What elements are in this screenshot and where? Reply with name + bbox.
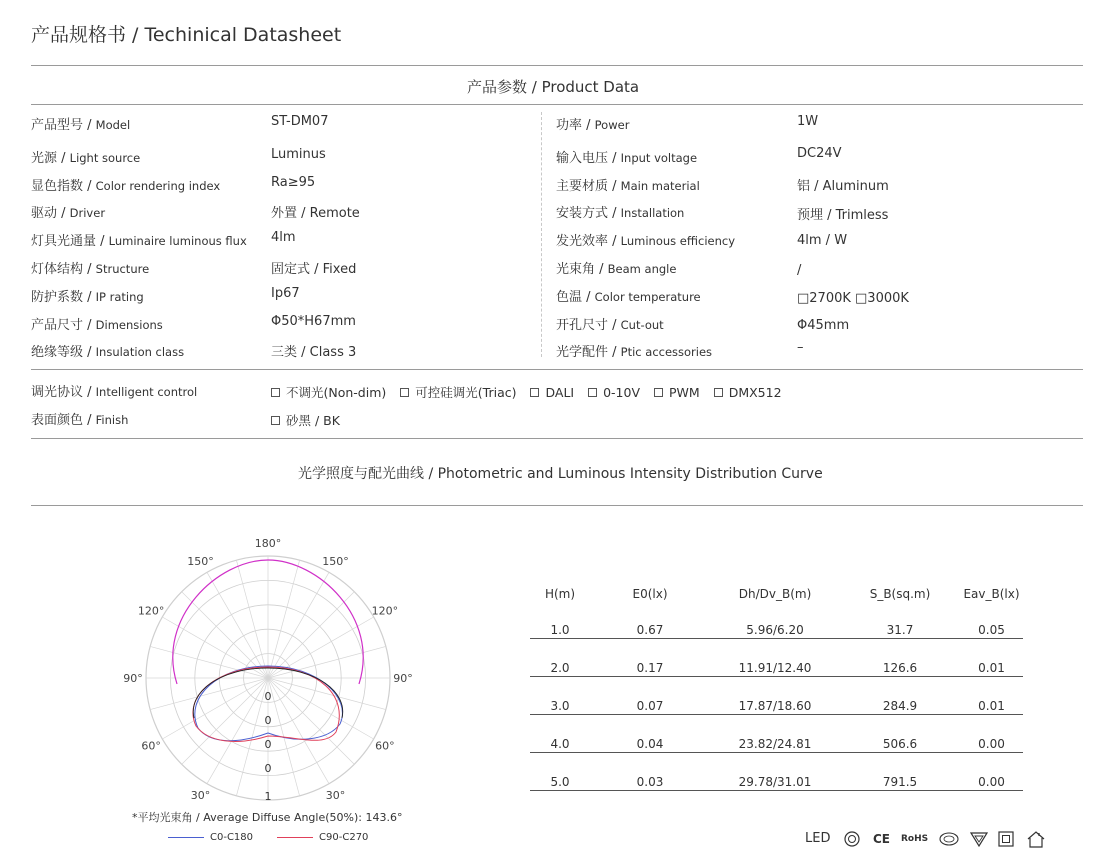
table-cell: 284.9 (840, 695, 960, 715)
divider (31, 438, 1083, 439)
polar-grid-spoke (268, 646, 386, 678)
spec-left-label (31, 286, 144, 305)
divider (31, 65, 1083, 66)
polar-angle-label: 60° (375, 739, 395, 753)
table-row (530, 657, 1023, 677)
option-label: 可控硅调光(Triac) (415, 385, 517, 400)
polar-angle-label: 90° (123, 672, 143, 685)
option-checkbox[interactable] (714, 385, 782, 400)
spec-right-label (556, 114, 629, 133)
option-checkbox[interactable] (588, 385, 640, 400)
divider (31, 369, 1083, 370)
table-header-cell: E0(lx) (632, 587, 668, 601)
spec-right-label-en: Color temperature (594, 290, 701, 304)
triangle-mark-svg (969, 830, 989, 848)
illuminance-table (530, 583, 1023, 791)
table-row (530, 695, 1023, 715)
led-mark-icon: LED (805, 831, 831, 846)
spec-right-value: 预埋 / Trimless (797, 208, 889, 223)
spec-left-value: 外置 / Remote (271, 206, 360, 221)
option-label: DMX512 (728, 385, 782, 400)
polar-grid-spoke (182, 678, 268, 764)
spec-left-label-en: Luminaire luminous flux (108, 234, 247, 248)
rohs-mark-icon: RoHS (901, 834, 929, 844)
polar-grid-spoke (207, 572, 268, 678)
legend-swatch (277, 837, 313, 838)
spec-right-label (556, 230, 735, 249)
table-spacer-cell (530, 753, 1023, 772)
spec-right-label-en: Luminous efficiency (620, 234, 736, 248)
table-cell: 0.67 (590, 619, 710, 639)
table-cell: 23.82/24.81 (710, 733, 840, 753)
spec-left-label (31, 147, 140, 166)
finish-label (31, 409, 128, 428)
ccc-svg (843, 830, 865, 848)
spec-right-label-en: Beam angle (607, 262, 677, 276)
product-data-title: 产品参数 / Product Data (467, 78, 640, 96)
table-header-row (530, 583, 1023, 605)
spec-left-label-en: IP rating (95, 290, 144, 304)
spec-right-value: – (797, 340, 804, 355)
table-cell: 0.04 (590, 733, 710, 753)
ccc-mark-icon (843, 830, 865, 848)
polar-grid-spoke (268, 592, 354, 678)
polar-grid-spoke (182, 592, 268, 678)
polar-grid-spoke (207, 678, 268, 784)
spec-right-value: □2700K □3000K (797, 291, 909, 306)
polar-angle-label: 90° (393, 672, 413, 685)
table-cell: 0.07 (590, 695, 710, 715)
spec-left-label (31, 202, 105, 221)
spec-left-label (31, 314, 163, 333)
table-cell: 3.0 (530, 695, 590, 715)
table-spacer-cell (530, 715, 1023, 734)
spec-left-label-en: Light source (69, 151, 141, 165)
spec-left-label-cn: 灯具光通量 / (31, 234, 109, 249)
table-cell: 791.5 (840, 771, 960, 791)
spec-right-value: / (797, 263, 802, 278)
table-cell: 0.00 (960, 771, 1023, 791)
finish-label-en: Finish (95, 413, 129, 427)
double-insulation-svg (997, 830, 1017, 848)
cqc-mark-icon (939, 830, 961, 848)
divider (31, 505, 1083, 506)
spec-left-label-en: Color rendering index (95, 179, 221, 193)
polar-radial-label: 0 (264, 690, 272, 703)
spec-left-value: Ra≥95 (271, 175, 316, 190)
spec-right-value: DC24V (797, 146, 842, 161)
spec-left-label-cn: 防护系数 / (31, 290, 96, 305)
table-cell: 0.05 (960, 619, 1023, 639)
checkbox-icon (588, 388, 597, 397)
polar-radial-label: 0 (264, 738, 272, 751)
spec-right-label (556, 341, 712, 360)
polar-grid-spoke (150, 646, 268, 678)
polar-distribution-diagram (100, 530, 440, 810)
table-cell: 1.0 (530, 619, 590, 639)
table-spacer-cell (530, 677, 1023, 696)
spec-left-value: Ip67 (271, 286, 300, 301)
spec-left-label-cn: 显色指数 / (31, 179, 96, 194)
spec-left-label (31, 175, 220, 194)
control-label-en: Intelligent control (95, 385, 198, 399)
table-cell: 2.0 (530, 657, 590, 677)
spec-right-label-cn: 光束角 / (556, 262, 608, 277)
table-cell: 126.6 (840, 657, 960, 677)
option-checkbox[interactable] (530, 385, 574, 400)
checkbox-icon (400, 388, 409, 397)
table-header-cell: Dh/Dv_B(m) (738, 587, 812, 601)
polar-angle-label: 120° (371, 604, 399, 618)
table-cell: 0.17 (590, 657, 710, 677)
spec-right-label-en: Ptic accessories (620, 345, 713, 359)
house-mark-svg (1025, 830, 1047, 848)
spec-right-value: 1W (797, 114, 819, 129)
option-label: 砂黑 / BK (286, 413, 340, 428)
spec-right-label (556, 258, 676, 277)
option-checkbox[interactable] (400, 385, 516, 400)
spec-left-value: 固定式 / Fixed (271, 262, 357, 277)
table-spacer-cell (530, 605, 1023, 619)
polar-angle-label: 150° (187, 555, 214, 569)
table-header-cell: H(m) (544, 587, 576, 601)
spec-right-label-en: Input voltage (620, 151, 698, 165)
spec-left-value: Φ50*H67mm (271, 314, 356, 329)
legend-label: C90-C270 (319, 832, 369, 843)
photometric-title: 光学照度与配光曲线 / Photometric and Luminous Intensity Distribution Curve (298, 466, 823, 482)
table-spacer-row (530, 753, 1023, 772)
spec-right-label-cn: 发光效率 / (556, 234, 621, 249)
polar-grid-spoke (162, 678, 268, 739)
spec-left-label-en: Structure (95, 262, 150, 276)
checkbox-icon (714, 388, 723, 397)
finish-options (271, 410, 354, 429)
polar-grid-spoke (268, 678, 374, 739)
cqc-svg (939, 830, 961, 848)
polar-angle-label: 180° (254, 537, 282, 550)
spec-right-label-en: Main material (620, 179, 700, 193)
table-spacer-cell (530, 639, 1023, 658)
divider (31, 104, 1083, 105)
spec-left-label-en: Dimensions (95, 318, 163, 332)
spec-right-value: Φ45mm (797, 318, 850, 333)
polar-radial-label: 1 (264, 790, 272, 803)
spec-right-label-cn: 功率 / (556, 118, 595, 133)
table-cell: 11.91/12.40 (710, 657, 840, 677)
table-cell: 0.00 (960, 733, 1023, 753)
control-label-cn: 调光协议 / (31, 385, 96, 400)
table-cell: 5.0 (530, 771, 590, 791)
polar-grid-spoke (268, 572, 329, 678)
checkbox-icon (271, 416, 280, 425)
polar-angle-label: 150° (322, 555, 349, 569)
triangle-mark-mark-icon (969, 830, 989, 848)
spec-left-value: Luminus (271, 147, 326, 162)
legend-label: C0-C180 (210, 832, 254, 843)
control-options (271, 382, 796, 401)
polar-radial-label: 0 (264, 714, 272, 727)
spec-right-label-cn: 安装方式 / (556, 206, 621, 221)
option-checkbox[interactable] (654, 385, 700, 400)
spec-right-label-cn: 光学配件 / (556, 345, 621, 360)
option-label: 0-10V (603, 385, 641, 400)
table-row (530, 771, 1023, 791)
table-row (530, 733, 1023, 753)
spec-left-label-cn: 驱动 / (31, 206, 70, 221)
spec-left-label (31, 230, 247, 249)
spec-left-label-cn: 灯体结构 / (31, 262, 96, 277)
spec-right-label-en: Power (594, 118, 630, 132)
table-cell: 31.7 (840, 619, 960, 639)
spec-left-label-en: Model (95, 118, 131, 132)
doc-title: 产品规格书 / Techinical Datasheet (31, 24, 342, 46)
option-label: DALI (545, 385, 575, 400)
column-divider (541, 112, 542, 357)
spec-left-label-en: Insulation class (95, 345, 185, 359)
spec-left-label (31, 341, 184, 360)
spec-right-label-cn: 开孔尺寸 / (556, 318, 621, 333)
spec-right-label (556, 175, 700, 194)
table-cell: 0.01 (960, 657, 1023, 677)
spec-right-label-cn: 色温 / (556, 290, 595, 305)
polar-angle-label: 120° (137, 604, 165, 618)
checkbox-icon (654, 388, 663, 397)
table-header-cell: S_B(sq.m) (869, 587, 931, 601)
polar-angle-label: 60° (141, 739, 161, 753)
legend-entry (277, 832, 368, 843)
polar-angle-label: 30° (190, 788, 211, 802)
spec-right-label-en: Installation (620, 206, 685, 220)
option-checkbox[interactable] (271, 385, 386, 400)
spec-right-label (556, 147, 697, 166)
polar-grid-spoke (236, 560, 268, 678)
table-spacer-row (530, 715, 1023, 734)
double-insulation-mark-icon (997, 830, 1017, 848)
ce-mark-icon: CE (873, 832, 891, 846)
spec-left-label (31, 258, 149, 277)
spec-right-value: 4lm / W (797, 233, 848, 248)
polar-angle-label: 30° (325, 788, 346, 802)
table-cell: 29.78/31.01 (710, 771, 840, 791)
polar-grid-spoke (150, 678, 268, 710)
table-cell: 506.6 (840, 733, 960, 753)
spec-left-label-cn: 光源 / (31, 151, 70, 166)
spec-left-value: 三类 / Class 3 (271, 345, 357, 360)
option-label: 不调光(Non-dim) (286, 385, 387, 400)
spec-left-label (31, 114, 130, 133)
table-cell: 17.87/18.60 (710, 695, 840, 715)
polar-grid-spoke (268, 678, 386, 710)
spec-left-value: ST-DM07 (271, 114, 329, 129)
polar-grid-spoke (268, 560, 300, 678)
checkbox-icon (271, 388, 280, 397)
table-header-cell: Eav_B(lx) (963, 587, 1020, 601)
average-diffuse-angle-note: *平均光束角 / Average Diffuse Angle(50%): 143.6° (132, 811, 403, 824)
spec-right-value: 铝 / Aluminum (797, 179, 889, 194)
legend-entry (168, 832, 253, 843)
spec-left-label-en: Driver (69, 206, 106, 220)
polar-radial-label: 0 (264, 762, 272, 775)
option-label: PWM (669, 385, 700, 400)
checkbox-icon (530, 388, 539, 397)
table-spacer-row (530, 605, 1023, 619)
finish-label-cn: 表面颜色 / (31, 413, 96, 428)
legend-swatch (168, 837, 204, 838)
option-checkbox[interactable] (271, 413, 340, 428)
spec-right-label (556, 286, 701, 305)
spec-right-label (556, 314, 664, 333)
control-label (31, 381, 197, 400)
spec-right-label-en: Cut-out (620, 318, 664, 332)
table-row (530, 619, 1023, 639)
spec-left-label-cn: 产品型号 / (31, 118, 96, 133)
polar-legend (168, 832, 392, 843)
house-mark-mark-icon (1025, 830, 1047, 848)
table-spacer-row (530, 677, 1023, 696)
table-cell: 0.03 (590, 771, 710, 791)
table-cell: 5.96/6.20 (710, 619, 840, 639)
polar-grid-spoke (268, 678, 329, 784)
table-cell: 4.0 (530, 733, 590, 753)
table-spacer-row (530, 639, 1023, 658)
spec-right-label (556, 202, 684, 221)
spec-left-label-cn: 绝缘等级 / (31, 345, 96, 360)
spec-right-label-cn: 主要材质 / (556, 179, 621, 194)
spec-left-value: 4lm (271, 230, 296, 245)
spec-left-label-cn: 产品尺寸 / (31, 318, 96, 333)
table-cell: 0.01 (960, 695, 1023, 715)
spec-right-label-cn: 输入电压 / (556, 151, 621, 166)
